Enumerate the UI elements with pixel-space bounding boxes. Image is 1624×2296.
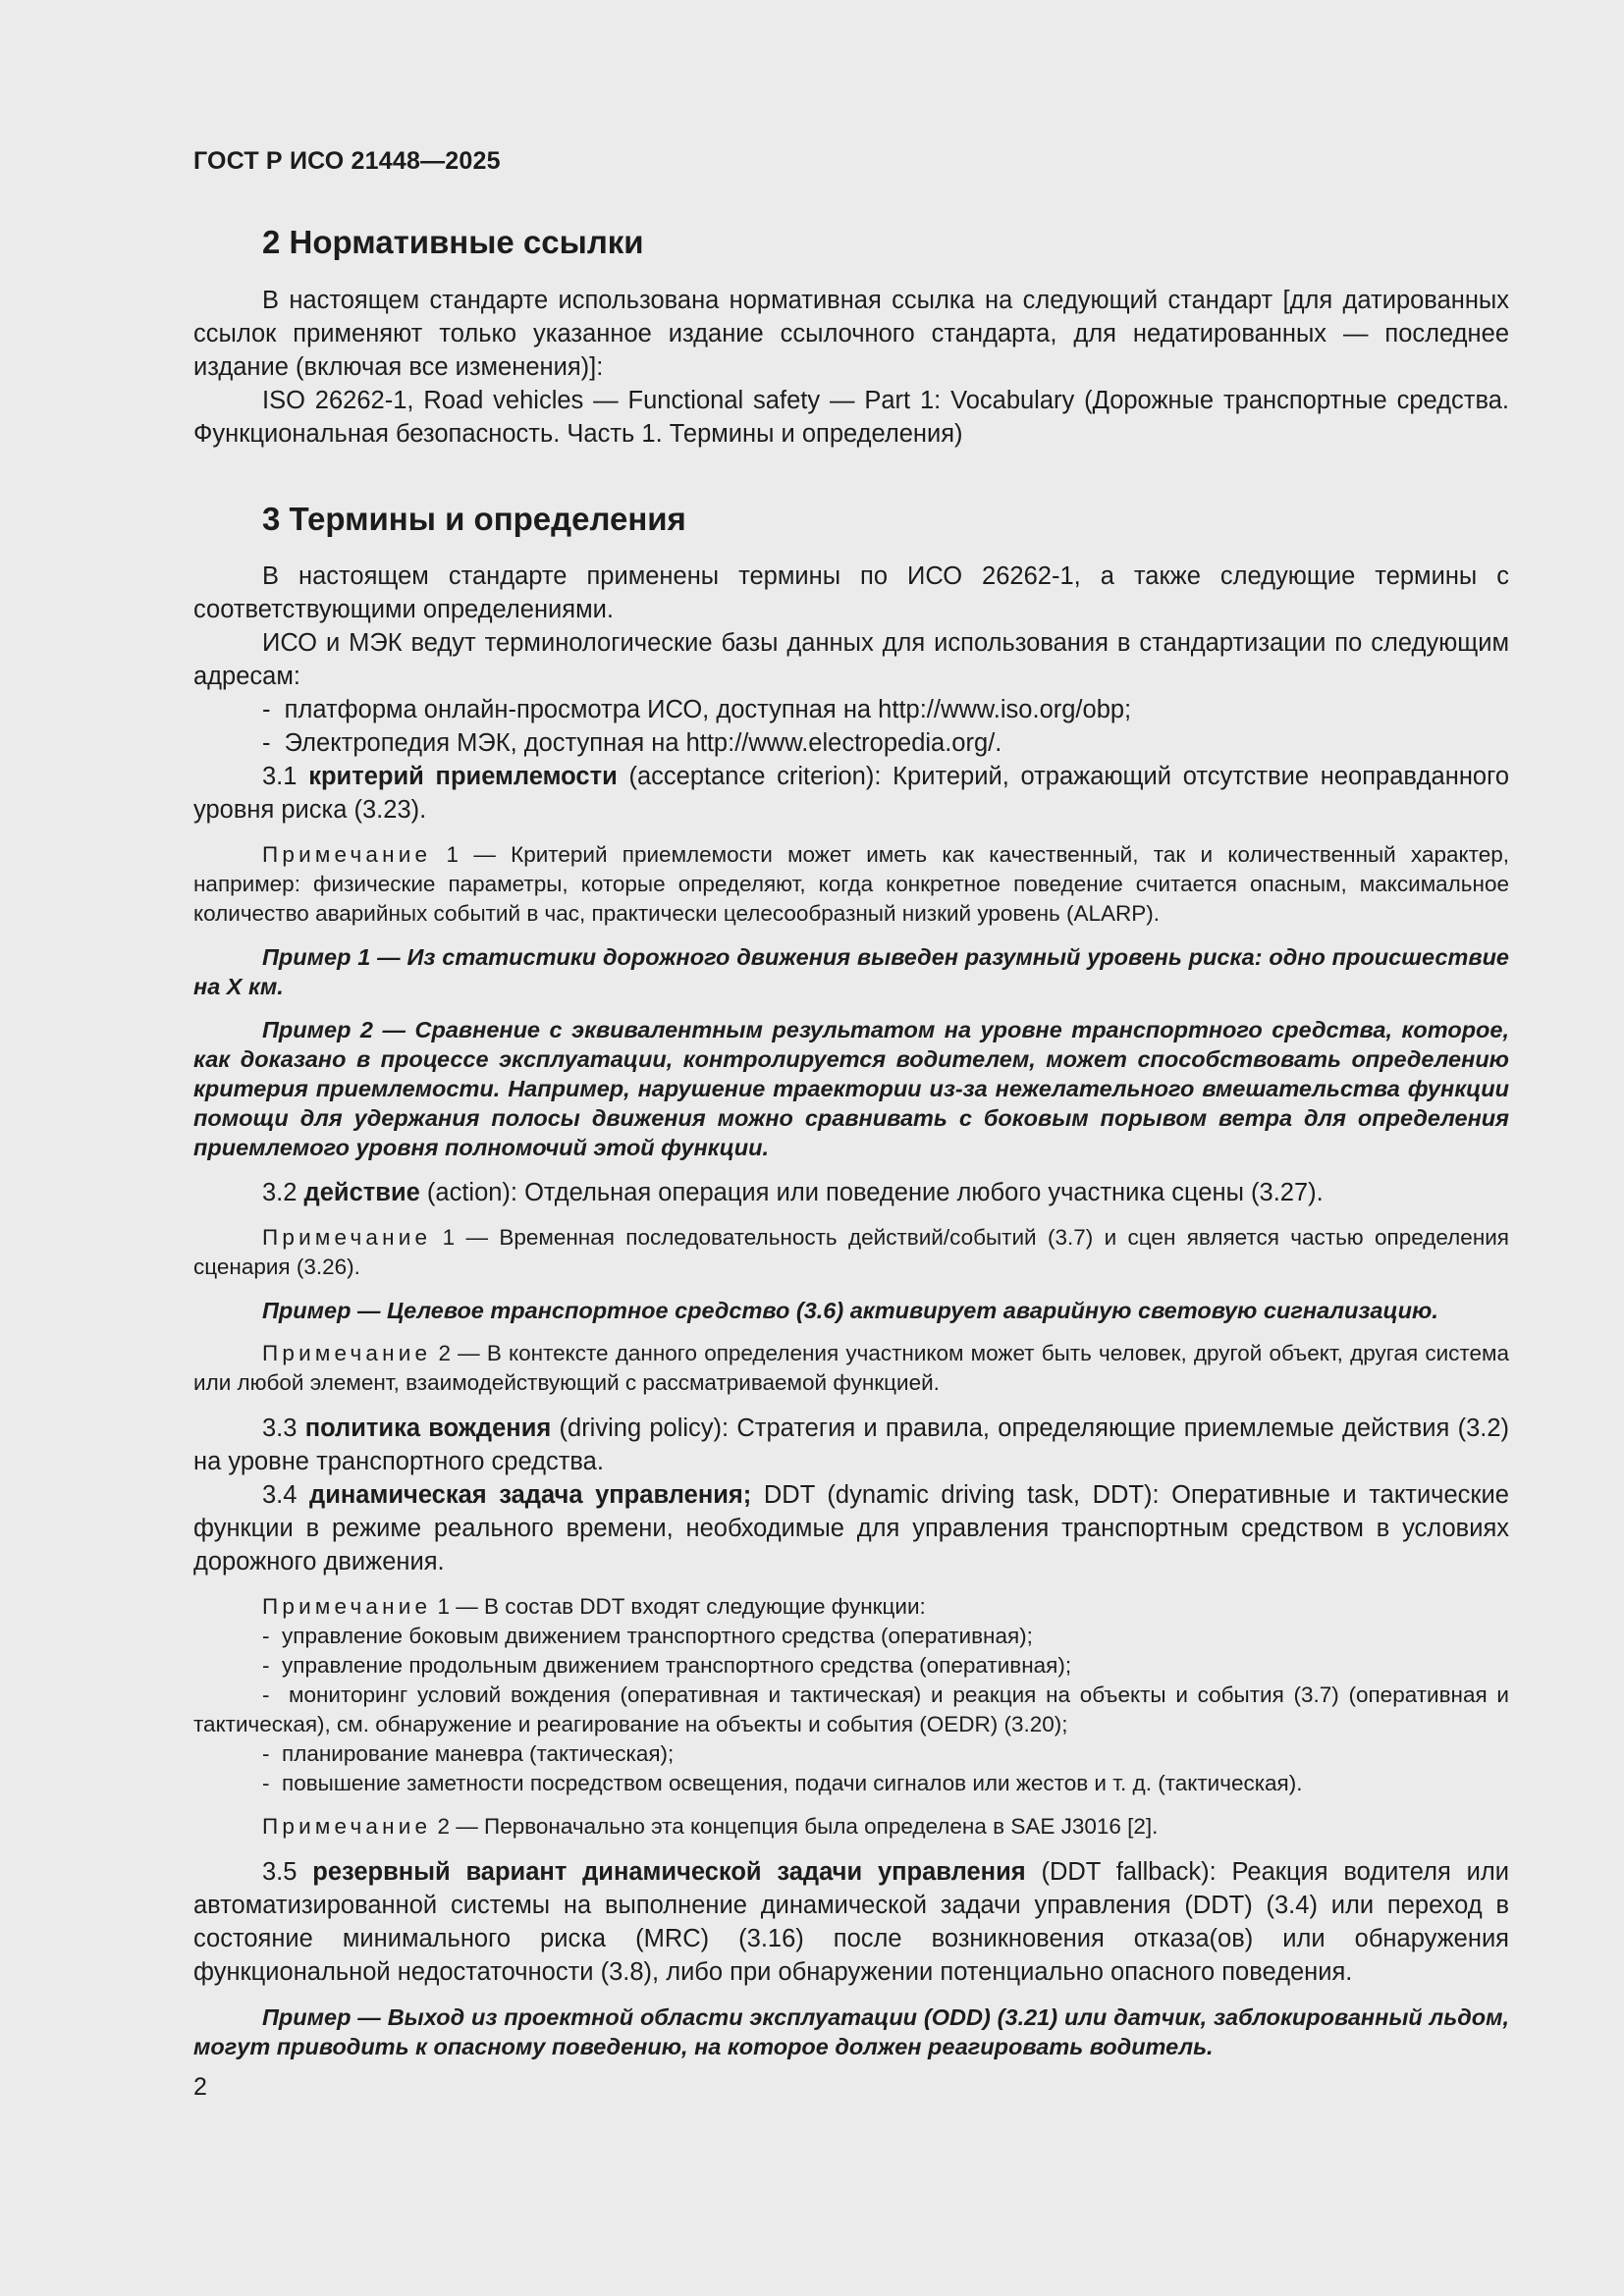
term-3-3-name: политика вождения: [304, 1415, 552, 1443]
term-3-4-note-1: Примечание 1 — В состав DDT входят следующие функции: - управление боковым движением транспортного средства (оперативная); - управление продольным движением транспортного средства (оперативная); - мониторинг условий вождения (оперативная и тактическая) и реакция на объекты и события (3.7) (оперативная и тактическая), см. обнаружение и реагирование на объекты и события (OEDR) (3.20); - планирование маневра (тактическая); - повышение заметности посредством освещения, подачи сигналов или жестов и т. д. (тактическая).: [193, 1592, 1509, 1798]
term-3-1-example-2: Пример 2 — Сравнение с эквивалентным результатом на уровне транспортного средства, которое, как доказано в процессе эксплуатации, контролируется водителем, может способствовать определению критерия приемлемости. Например, нарушение траектории из-за нежелательного вмешательства функции помощи для удержания полосы движения можно сравнивать с боковым порывом ветра для определения приемлемого уровня полномочий этой функции.: [193, 1017, 1509, 1161]
list-item: - Электропедия МЭК, доступная на http://www.electropedia.org/.: [262, 729, 1002, 758]
term-3-1-name: критерий приемлемости: [308, 763, 618, 791]
term-3-5-name: резервный вариант динамической задачи управления: [312, 1858, 1026, 1887]
term-3-5-example: Пример — Выход из проектной области эксплуатации (ODD) (3.21) или датчик, заблокированный льдом, могут приводить к опасному поведению, на которое должен реагировать водитель.: [193, 2004, 1509, 2060]
list-item: - платформа онлайн-просмотра ИСО, доступная на http://www.iso.org/obp;: [262, 696, 1132, 724]
section-3-paragraph-2: ИСО и МЭК ведут терминологические базы данных для использования в стандартизации по следующим адресам:: [193, 629, 1509, 691]
section-3-paragraph-1: В настоящем стандарте применены термины по ИСО 26262-1, а также следующие термины с соответствующими определениями.: [193, 562, 1509, 624]
list-item: - планирование маневра (тактическая);: [262, 1741, 675, 1767]
term-3-4-note-2: Примечание 2 — Первоначально эта концепция была определена в SAE J3016 [2].: [262, 1814, 1159, 1840]
section-2-paragraph-2: ISO 26262-1, Road vehicles — Functional safety — Part 1: Vocabulary (Дорожные транспортные средства. Функциональная безопасность. Часть 1. Термины и определения): [193, 386, 1509, 448]
term-3-5: 3.5 резервный вариант динамической задачи управления (DDT fallback): Реакция водителя или автоматизированной системы на выполнение динамической задачи управления (DDT) (3.4) или переход в состояние минимального риска (MRC) (3.16) после возникновения отказа(ов) или обнаружения функциональной недостаточности (3.8), либо при обнаружении потенциально опасного поведения.: [193, 1858, 1509, 1987]
term-3-2-note-1: Примечание 1 — Временная последовательность действий/событий (3.7) и сцен является частью определения сценария (3.26).: [193, 1225, 1509, 1280]
term-3-1-example-1: Пример 1 — Из статистики дорожного движения выведен разумный уровень риска: одно происшествие на X км.: [193, 944, 1509, 1000]
term-3-3: 3.3 политика вождения (driving policy): Стратегия и правила, определяющие приемлемые действия (3.2) на уровне транспортного средства.: [193, 1415, 1510, 1476]
document-header: ГОСТ Р ИСО 21448—2025: [193, 147, 501, 175]
section-2-paragraph-1: В настоящем стандарте использована нормативная ссылка на следующий стандарт [для датированных ссылок применяют только указанное издание ссылочного стандарта, для недатированных — последнее издание (включая все изменения)]:: [193, 286, 1509, 381]
document-page: [193, 147, 1509, 2075]
section-2-title: 2 Нормативные ссылки: [262, 224, 644, 260]
list-item: - мониторинг условий вождения (оперативная и тактическая) и реакция на объекты и события (3.7) (оперативная и тактическая), см. обнаружение и реагирование на объекты и события (OEDR) (3.20);: [193, 1682, 1509, 1737]
term-3-2-name: действие: [303, 1179, 420, 1207]
term-3-1: 3.1 критерий приемлемости (acceptance criterion): Критерий, отражающий отсутствие неоправданного уровня риска (3.23).: [193, 763, 1509, 825]
term-3-2-example: Пример — Целевое транспортное средство (3.6) активирует аварийную световую сигнализацию.: [262, 1298, 1438, 1324]
term-3-4: 3.4 динамическая задача управления; DDT (dynamic driving task, DDT): Оперативные и тактические функции в режиме реального времени, необходимые для управления транспортным средством в условиях дорожного движения.: [193, 1481, 1509, 1576]
term-3-2: 3.2 действие (action): Отдельная операция или поведение любого участника сцены (3.27).: [262, 1179, 1324, 1207]
list-item: - управление продольным движением транспортного средства (оперативная);: [262, 1653, 1072, 1679]
page-number: 2: [193, 2073, 207, 2101]
list-item: - повышение заметности посредством освещения, подачи сигналов или жестов и т. д. (тактическая).: [262, 1771, 1303, 1796]
section-3-title: 3 Термины и определения: [262, 500, 686, 537]
term-3-2-note-2: Примечание 2 — В контексте данного определения участником может быть человек, другой объект, другая система или любой элемент, взаимодействующий с рассматриваемой функцией.: [193, 1341, 1509, 1396]
term-3-1-note-1: Примечание 1 — Критерий приемлемости может иметь как качественный, так и количественный характер, например: физические параметры, которые определяют, когда конкретное поведение считается опасным, максимальное количество аварийных событий в час, практически целесообразный низкий уровень (ALARP).: [193, 842, 1509, 927]
list-item: - управление боковым движением транспортного средства (оперативная);: [262, 1624, 1033, 1649]
term-3-4-name: динамическая задача управления;: [309, 1481, 752, 1510]
